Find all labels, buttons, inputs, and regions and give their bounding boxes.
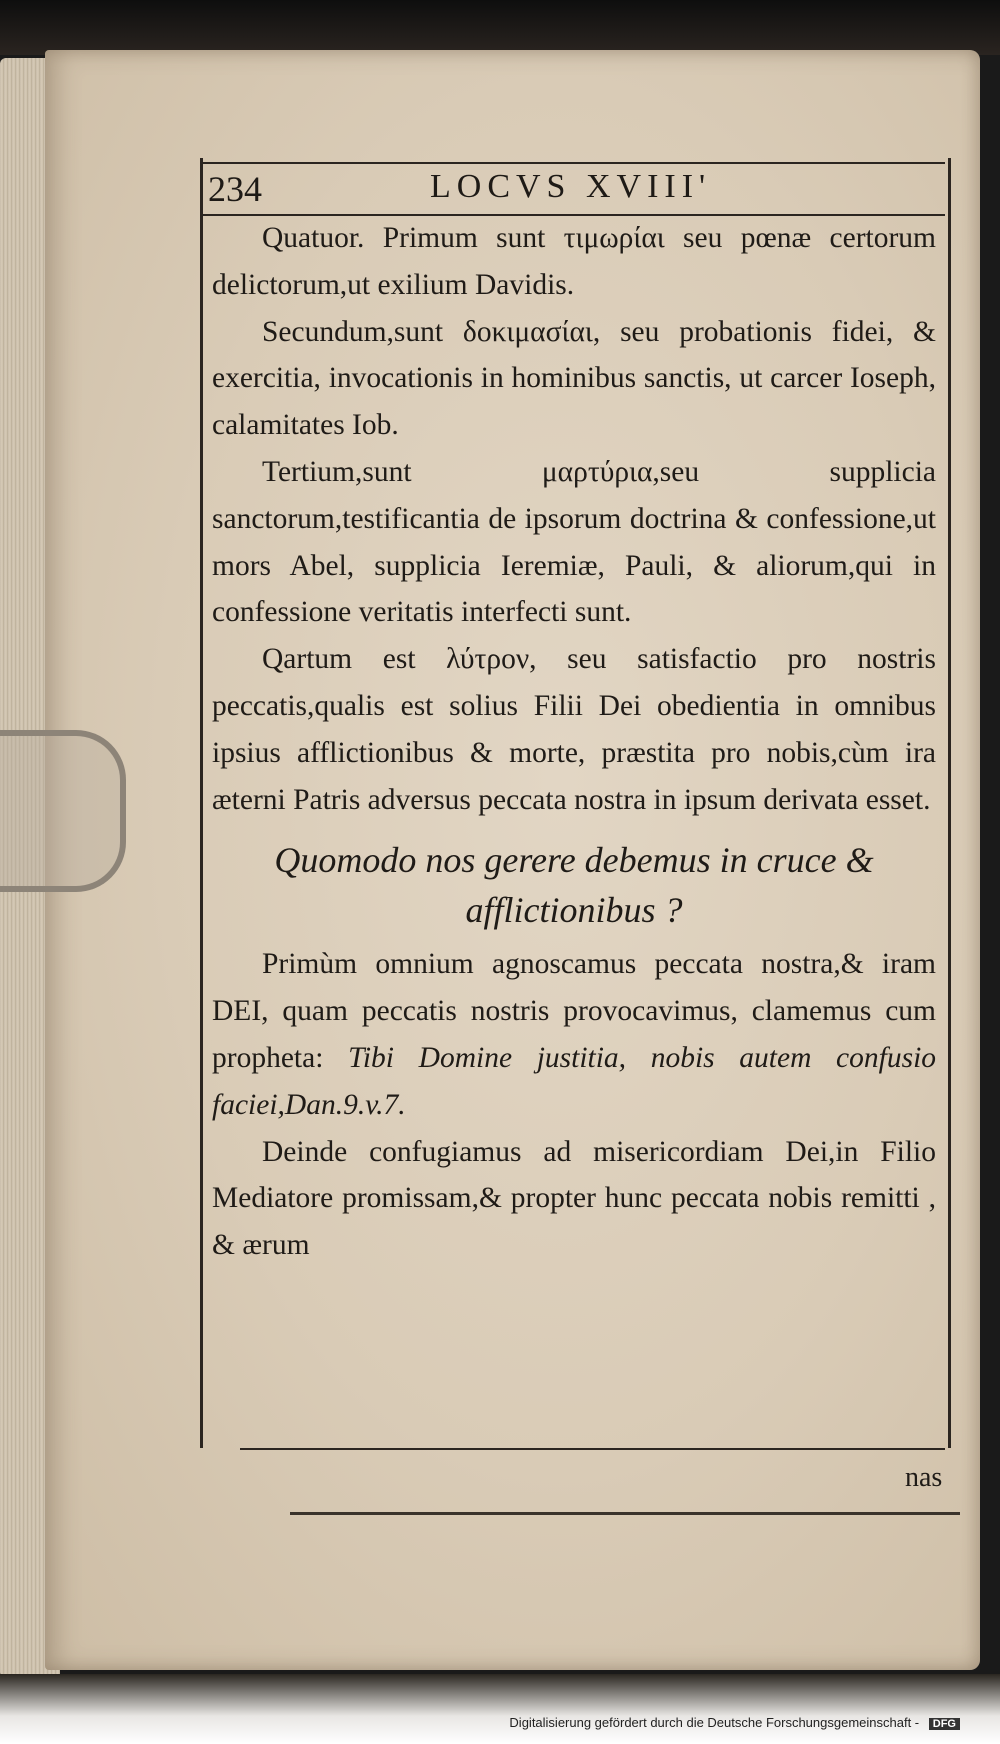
digitization-note: Digitalisierung gefördert durch die Deutsche Forschungsgemeinschaft - bbox=[509, 1715, 920, 1730]
footer-rule bbox=[240, 1448, 945, 1450]
scan-top-background bbox=[0, 0, 1000, 55]
paragraph-2: Secundum,sunt δοκιμασίαι, seu probationis fidei, & exercitia, invocationis in hominibus sanctis, ut carcer Ioseph, calamitates Iob. bbox=[212, 315, 936, 442]
paragraph-5-quotation: Tibi Domine justitia, nobis autem confusio faciei,Dan.9.v.7. bbox=[212, 1041, 937, 1121]
paragraph-5-text: Primùm omnium agnoscamus peccata nostra,& iram DEI, quam peccatis nostris provocavimus, clamemus cum propheta: bbox=[212, 948, 936, 1074]
paragraph-6: Deinde confugiamus ad misericordiam Dei,in Filio Mediatore promissam,& propter hunc peccata nobis remitti , & ærum bbox=[212, 1135, 936, 1262]
section-heading bbox=[212, 835, 936, 935]
paragraph-5 bbox=[212, 941, 936, 1128]
page-number: 234 bbox=[208, 169, 262, 209]
book-clasp bbox=[0, 730, 126, 892]
section-heading-line-2: afflictionibus ? bbox=[465, 890, 683, 931]
page-header bbox=[200, 162, 945, 216]
paragraph-1: Quatuor. Primum sunt τιμωρίαι seu pœnæ certorum delictorum,ut exilium Davidis. bbox=[212, 222, 936, 301]
paragraph-4: Qartum est λύτρον, seu satisfactio pro nostris peccatis,qualis est solius Filii Dei obedientia in omnibus ipsius afflictionibus & morte, præstita pro nobis,cùm ira æterni Patris adversus peccata nostra in ipsum derivata esset. bbox=[212, 643, 936, 816]
scan-bottom-background bbox=[0, 1674, 1000, 1744]
running-head: LOCVS XVIII' bbox=[430, 168, 712, 205]
paragraph-3: Tertium,sunt μαρτύρια,seu supplicia sanctorum,testificantia de ipsorum doctrina & confessione,ut mors Abel, supplicia Ieremiæ, Pauli, & aliorum,qui in confessione veritatis interfecti sunt. bbox=[212, 455, 936, 629]
digitization-credit bbox=[509, 1715, 960, 1730]
section-heading-line-1: Quomodo nos gerere debemus in cruce & bbox=[274, 840, 874, 881]
bottom-rule bbox=[290, 1512, 960, 1515]
page-body bbox=[212, 215, 936, 1269]
dfg-logo: DFG bbox=[929, 1718, 960, 1730]
catchword: nas bbox=[905, 1462, 943, 1493]
